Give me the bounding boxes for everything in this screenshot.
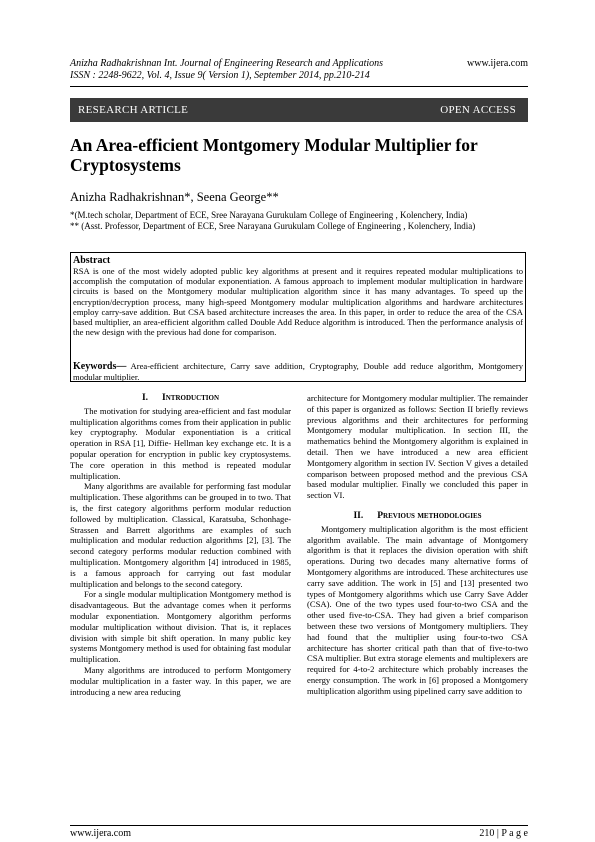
section-1-heading — [70, 393, 291, 404]
intro-paragraph-2: Many algorithms are available for performing fast modular multiplication. These algorithms can be grouped in to two. That is, the first category algorithms perform modular reduction followed by multiplication. Classical, Karatsuba, Schonhage-Strassen and Barrett algorithms are examples of such multiplication and modular reduction algorithms [2], [3]. The second category performs modular reduction combined with multiplication. Montgomery algorithm [4] introduced in 1985, is a famous approach for carrying out fast modular multiplication and belongs to the second category. — [70, 481, 291, 589]
section-2-number: II. — [353, 510, 364, 521]
abstract-heading: Abstract — [73, 255, 111, 266]
affiliation-2: ** (Asst. Professor, Department of ECE, Sree Narayana Gurukulam College of Engineering , Kolenchery, India) — [70, 221, 476, 231]
intro-paragraph-4: Many algorithms are introduced to perform Montgomery modular multiplication in a faster way. In this paper, we are introducing a new area reducing — [70, 664, 291, 697]
left-column — [70, 393, 291, 697]
banner-open-access: OPEN ACCESS — [440, 104, 516, 116]
keywords-text: Area-efficient architecture, Carry save addition, Cryptography, Double add reduce algorithm, Montgomery modular multiplier. — [73, 361, 523, 383]
footer-website-link[interactable]: www.ijera.com — [70, 828, 131, 839]
keywords — [73, 361, 523, 382]
running-header — [70, 58, 528, 82]
right-column — [307, 393, 528, 697]
header-divider — [70, 86, 528, 87]
paper-authors: Anizha Radhakrishnan*, Seena George** — [70, 190, 279, 204]
journal-citation-line1: Anizha Radhakrishnan Int. Journal of Engineering Research and Applications — [70, 58, 384, 69]
intro-paragraph-3: For a single modular multiplication Montgomery method is disadvantageous. But the advantage comes when it performs modular exponentiation. Montgomery algorithm performs modular multiplication without division. That is, it replaces division with simple bit shift operation. In many public key systems Montgomery method is used for obtaining fast modular multiplication. — [70, 589, 291, 665]
keywords-label: Keywords— — [73, 361, 127, 372]
page-footer — [70, 828, 528, 839]
section-2-heading — [307, 511, 528, 522]
intro-paragraph-1: The motivation for studying area-efficient and fast modular multiplication algorithms comes from their application in public key cryptography. Modular exponentiation is a critical operation in RSA [1], Diffie- Hellman key exchange etc. It is a popular operation for encryption in public key cryptosystems. The core operation in this method is repeated modular multiplication. — [70, 405, 291, 481]
footer-divider — [70, 825, 528, 826]
previous-methods-paragraph-1: Montgomery multiplication algorithm is the most efficient algorithm available. The main advantage of Montgomery algorithm is that it replaces the division operation with shift operations. During two decades many alternative forms of Montgomery algorithms are introduced. These architectures use carry save addition. The work in [5] and [13] presented two types of Montgomery algorithms which use Carry Save Adder (CSA). One of the two types used four-to-two CSA and the other used five-to-CSA. They had given a brief comparison between these two versions of Montgomery multipliers. They had found that the multiplier using four-to-two CSA architecture has shorter critical path than that of five-to-two CSA multiplier. But extra storage elements and multiplexers are required for 4-to-2 architecture which probably increases the energy consumption. The work in [6] proposed a Montgomery multiplication algorithm using pipelined carry save addition to — [307, 523, 528, 696]
section-1-title: Introduction — [162, 393, 220, 403]
section-1-number: I. — [141, 393, 149, 403]
page-number: 210 | P a g e — [479, 828, 528, 839]
intro-continuation: architecture for Montgomery modular multiplier. The remainder of this paper is organized as follows: Section II briefly reviews previous algorithms and their architectures for performing Montgomery modular multiplication. In section III, the mathematics behind the Montgomery algorithm is explained in detail. Then we have introduced a new area efficient Montgomery algorithm in section IV. Section V gives a detailed comparison between proposed method and the previous CSA based modular multiplier. Finally we concluded this paper in section VI. — [307, 393, 528, 501]
affiliation-1: *(M.tech scholar, Department of ECE, Sree Narayana Gurukulam College of Engineering , Kolenchery, India) — [70, 210, 468, 220]
article-type-banner — [70, 98, 528, 122]
journal-citation-line2: ISSN : 2248-9622, Vol. 4, Issue 9( Version 1), September 2014, pp.210-214 — [70, 70, 370, 81]
paper-title: An Area-efficient Montgomery Modular Multiplier for Cryptosystems — [70, 135, 478, 175]
abstract-text: RSA is one of the most widely adopted public key algorithms at present and it requires repeated modular multiplications to accomplish the computation of modular exponentiation. A famous approach to implement modular multiplication in hardware circuits is based on the Montgomery modular multiplication algorithm since it has many advantages. To speed up the encryption/decryption process, many high-speed Montgomery modular multiplication algorithms and hardware architectures employ carry-save addition. But CSA based architecture increases the area. In this paper, in order to reduce the area of the CSA based multiplier, an area-efficient algorithm called Double Add Reduce algorithm is introduced. Then the performance analysis of the new design with the previous had done for comparison. — [73, 266, 523, 338]
header-website-link[interactable]: www.ijera.com — [467, 58, 528, 69]
section-2-title: Previous methodologies — [377, 510, 482, 521]
banner-research-article: RESEARCH ARTICLE — [78, 104, 189, 116]
